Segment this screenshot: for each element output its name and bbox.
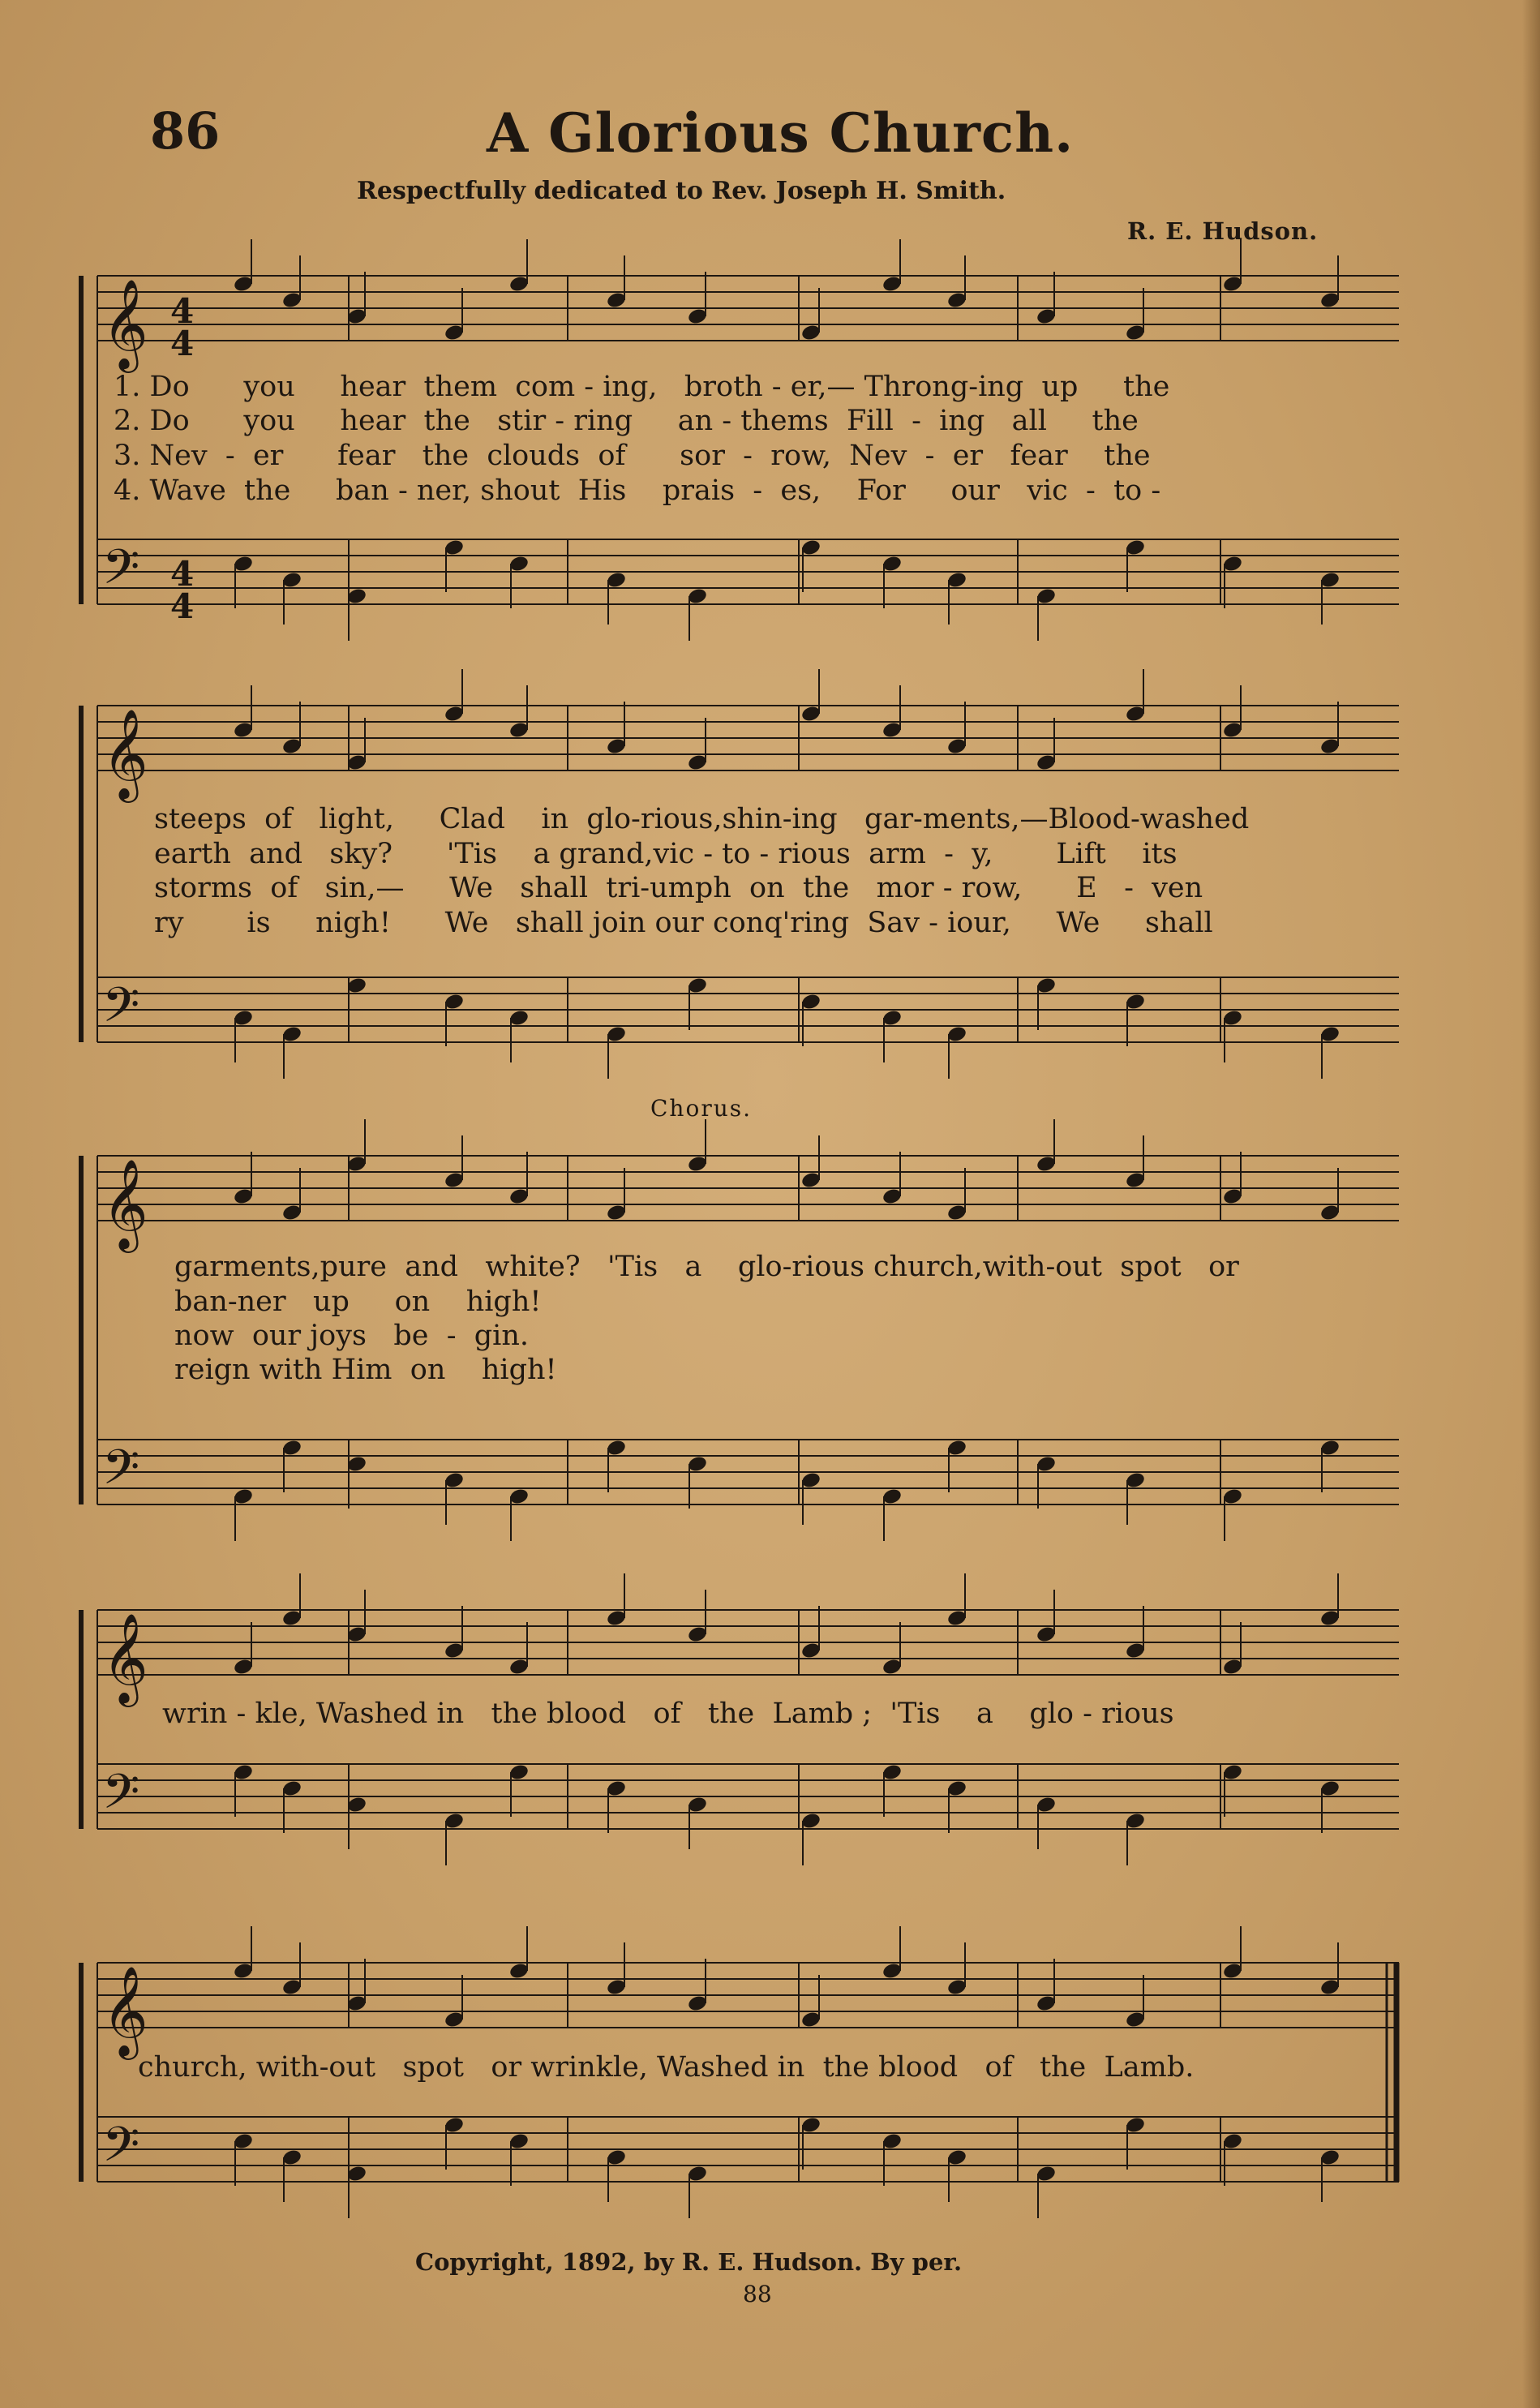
verse-1-line-1: 1. Do you hear them com - ing, broth - er,— Throng-ing up the	[114, 371, 1170, 403]
verse-3-line-1: 3. Nev - er fear the clouds of sor - row, Nev - er fear the	[114, 440, 1151, 472]
verse-1-line-3: garments,pure and white? 'Tis a glo-rious church,with-out spot or	[174, 1251, 1239, 1283]
bass-clef-icon: 𝄢	[102, 977, 140, 1045]
verse-4-line-2: ry is nigh! We shall join our conq'ring Sav - iour, We shall	[154, 907, 1213, 939]
chorus-label: Chorus.	[650, 1095, 753, 1122]
verse-2-line-1: 2. Do you hear the stir - ring an - thems Fill - ing all the	[114, 405, 1139, 437]
treble-clef-icon: 𝄞	[102, 1158, 148, 1249]
treble-clef-icon: 𝄞	[102, 278, 148, 369]
treble-clef-icon: 𝄞	[102, 708, 148, 799]
bass-clef-icon: 𝄢	[102, 1439, 140, 1507]
verse-2-line-3: ban-ner up on high!	[174, 1286, 542, 1318]
treble-clef-icon: 𝄞	[102, 1965, 148, 2056]
verse-2-line-2: earth and sky? 'Tis a grand,vic - to - rious arm - y, Lift its	[154, 838, 1178, 870]
bass-clef-icon: 𝄢	[102, 1763, 140, 1831]
chorus-lyric-line-1: wrin - kle, Washed in the blood of the Lamb ; 'Tis a glo - rious	[162, 1698, 1174, 1730]
staff-systems	[81, 239, 1399, 2218]
verse-3-line-2: storms of sin,— We shall tri-umph on the mor - row, E - ven	[154, 872, 1203, 904]
bass-clef-icon: 𝄢	[102, 539, 140, 607]
verse-3-line-3: now our joys be - gin.	[174, 1320, 530, 1352]
treble-clef-icon: 𝄞	[102, 1612, 148, 1703]
composer-credit: R. E. Hudson.	[1127, 217, 1319, 245]
time-signature: 4	[170, 586, 195, 626]
dedication: Respectfully dedicated to Rev. Joseph H. Smith.	[357, 177, 1006, 205]
chorus-lyric-line-2: church, with-out spot or wrinkle, Washed in the blood of the Lamb.	[138, 2051, 1195, 2084]
bass-clef-icon: 𝄢	[102, 2116, 140, 2184]
printed-page-number: 88	[743, 2281, 772, 2307]
hymn-title: A Glorious Church.	[487, 101, 1075, 165]
verse-4-line-3: reign with Him on high!	[174, 1354, 557, 1386]
verse-1-line-2: steeps of light, Clad in glo-rious,shin-ing gar-ments,—Blood-washed	[154, 803, 1250, 835]
time-signature: 4	[170, 291, 195, 331]
page-number: 86	[150, 101, 221, 161]
copyright-notice: Copyright, 1892, by R. E. Hudson. By per.	[415, 2248, 963, 2276]
verse-4-line-1: 4. Wave the ban - ner, shout His prais - es, For our vic - to -	[114, 474, 1161, 507]
time-signature: 4	[170, 554, 195, 594]
time-signature: 4	[170, 324, 195, 363]
